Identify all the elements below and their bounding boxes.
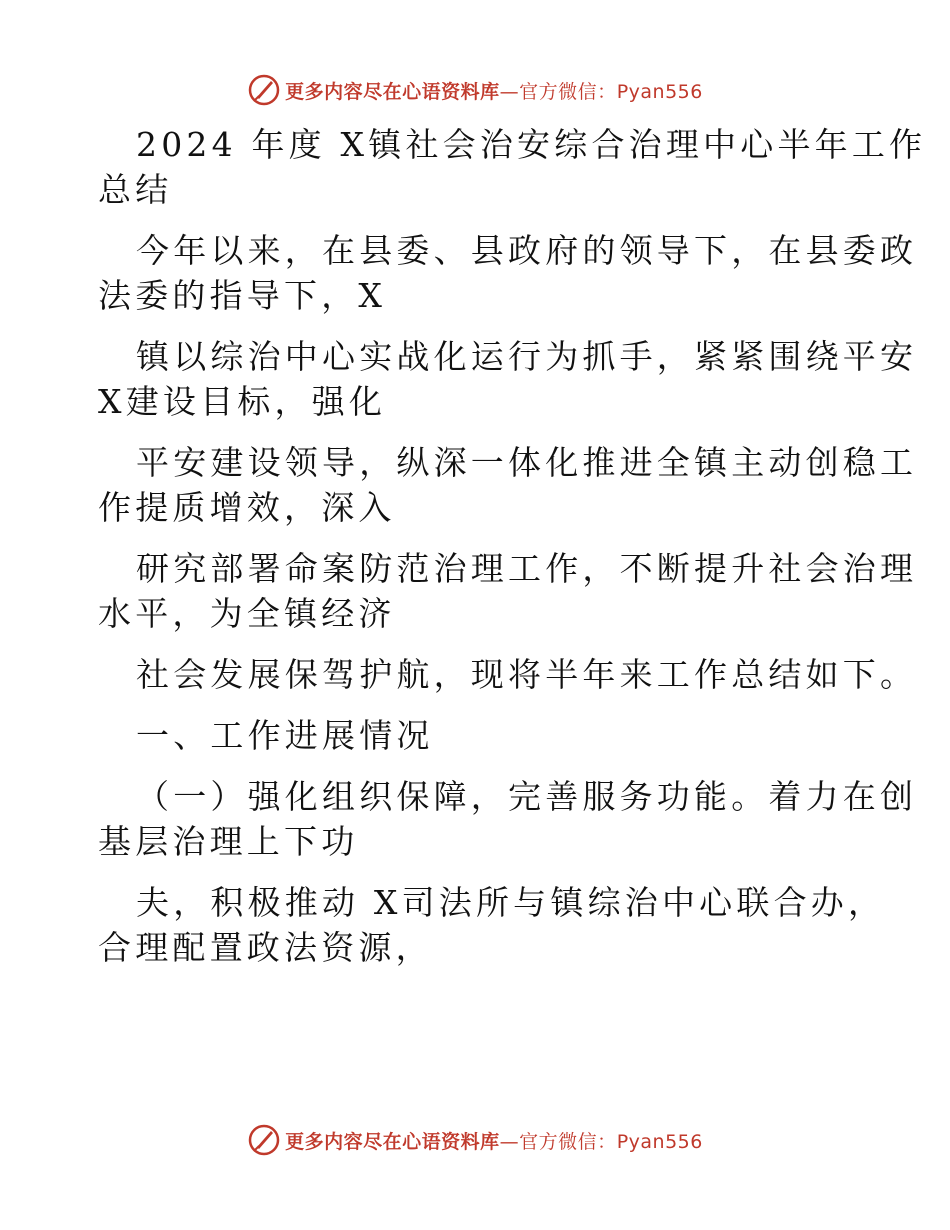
doc-line: 今年以来，在县委、县政府的领导下，在县委政 [136,231,918,270]
watermark-header [0,72,950,108]
watermark-text [285,1127,703,1154]
watermark-official: 官方微信： [519,1130,617,1153]
doc-line: 平安建设领导，纵深一体化推进全镇主动创稳工 [136,443,918,482]
doc-line: 研究部署命案防范治理工作，不断提升社会治理 [136,549,918,588]
doc-line: 水平，为全镇经济 [98,594,396,633]
watermark-brand: 更多内容尽在心语资料库 [285,1130,500,1153]
doc-line: X建设目标，强化 [98,382,387,421]
watermark-brand: 更多内容尽在心语资料库 [285,80,500,103]
doc-title-line-1: 2024 年度 X镇社会治安综合治理中心半年工作 [136,125,927,164]
doc-line: 作提质增效，深入 [98,488,396,527]
doc-line: 夫，积极推动 X司法所与镇综治中心联合办， [136,883,886,922]
doc-line: （一）强化组织保障，完善服务功能。着力在创 [136,777,918,816]
watermark-dash: — [499,80,520,103]
watermark-wechat: Pyan556 [616,1130,703,1153]
quill-logo-icon [247,1123,281,1157]
doc-line: 社会发展保驾护航，现将半年来工作总结如下。 [136,655,918,694]
doc-title-line-2: 总结 [98,170,173,209]
section-heading: 一、工作进展情况 [136,716,434,755]
watermark-footer [0,1122,950,1158]
doc-line: 法委的指导下，X [98,276,387,315]
watermark-dash: — [499,1130,520,1153]
doc-line: 合理配置政法资源， [98,928,433,967]
watermark-official: 官方微信： [519,80,617,103]
watermark-wechat: Pyan556 [616,80,703,103]
watermark-text [285,77,703,104]
quill-logo-icon [247,73,281,107]
doc-line: 镇以综治中心实战化运行为抓手，紧紧围绕平安 [136,337,918,376]
doc-line: 基层治理上下功 [98,822,359,861]
document-body [98,122,927,970]
